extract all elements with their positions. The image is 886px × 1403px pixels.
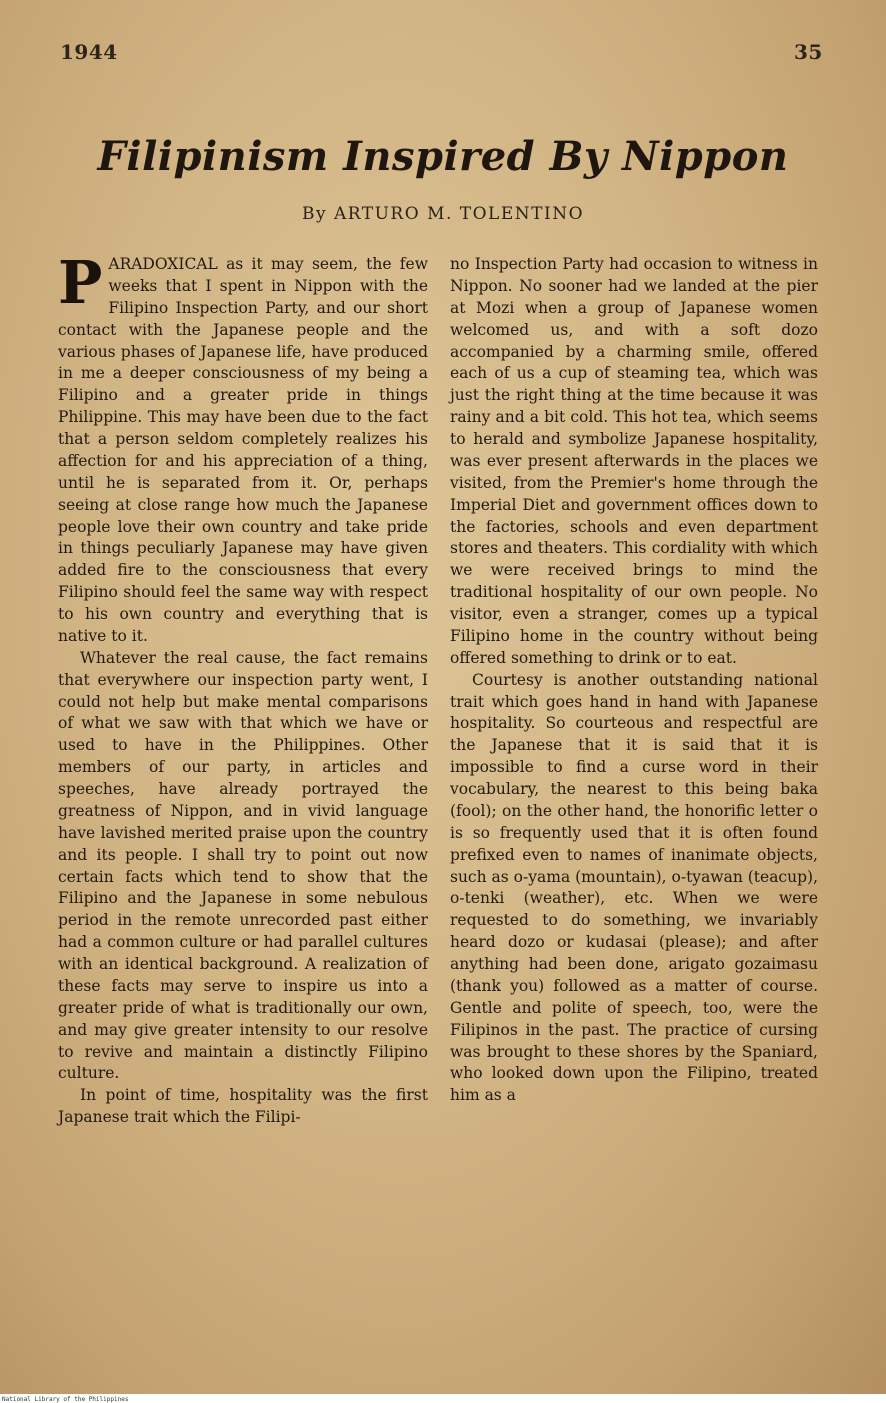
paragraph-3: In point of time, hospitality was the first Japanese trait which the Filipi- xyxy=(58,1086,428,1127)
footer-credit: National Library of the Philippines xyxy=(2,1396,129,1403)
article-byline: By ARTURO M. TOLENTINO xyxy=(301,204,584,224)
article-title: Filipinism Inspired By Nippon xyxy=(97,133,789,180)
drop-cap: P xyxy=(58,248,103,317)
column-right xyxy=(450,254,818,1107)
paragraph-2: Whatever the real cause, the fact remains that everywhere our inspection party went, I could not help but make mental comparisons of what we saw with that which we have or used to have in the Philippines. Other members of our party, in articles and speeches, have already portrayed the greatness of Nippon, and in vivid language have lavished merited praise upon the country and its people. I shall try to point out now certain facts which tend to show that the Filipino and the Japanese in some nebulous period in the remote unrecorded past either had a common culture or had parallel cultures with an identical background. A realization of these facts may serve to inspire us into a greater pride of what is traditionally our own, and may give greater intensity to our resolve to revive and maintain a distinctly Filipino culture. xyxy=(58,648,428,1083)
column-left xyxy=(58,248,428,1129)
paragraph-1 xyxy=(58,248,428,648)
folio-year: 1944 xyxy=(60,40,118,64)
paragraph-4: no Inspection Party had occasion to witness in Nippon. No sooner had we landed at the pier at Mozi when a group of Japanese women welcomed us, and with a soft dozo accompanied by a charming smile, offered each of us a cup of steaming tea, which was just the right thing at the time because it was rainy and a bit cold. This hot tea, which seems to herald and symbolize Japanese hospitality, was ever present afterwards in the places we visited, from the Premier's home through the Imperial Diet and government offices down to the factories, schools and even department stores and theaters. This cordiality with which we were received brings to mind the traditional hospitality of our own people. No visitor, even a stranger, comes up a typical Filipino home in the country without being offered something to drink or to eat. xyxy=(450,255,818,667)
paragraph-5: Courtesy is another outstanding national trait which goes hand in hand with Japanese hospitality. So courteous and respectful are the Japanese that it is said that it is impossible to find a curse word in their vocabulary, the nearest to this being baka (fool); on the other hand, the honorific letter o is so frequently used that it is often found prefixed even to names of inanimate objects, such as o-yama (mountain), o-tyawan (teacup), o-tenki (weather), etc. When we were requested to do something, we invariably heard dozo or kudasai (please); and after anything had been done, arigato gozaimasu (thank you) followed as a matter of course. Gentle and polite of speech, too, were the Filipinos in the past. The practice of cursing was brought to these shores by the Spaniard, who looked down upon the Filipino, treated him as a xyxy=(450,670,818,1105)
folio-page-number: 35 xyxy=(794,40,823,64)
paragraph-1-text: ARADOXICAL as it may seem, the few weeks that I spent in Nippon with the Filipino Inspection Party, and our short contact with the Japanese people and the various phases of Japanese life, have produced in me a deeper consciousness of my being a Filipino and a greater pride in things Philippine. This may have been due to the fact that a person seldom completely realizes his affection for and his appreciation of a thing, until he is separated from it. Or, perhaps seeing at close range how much the Japanese people love their own country and take pride in things peculiarly Japanese may have given added fire to the consciousness that every Filipino should feel the same way with respect to his own country and everything that is native to it. xyxy=(58,255,428,645)
